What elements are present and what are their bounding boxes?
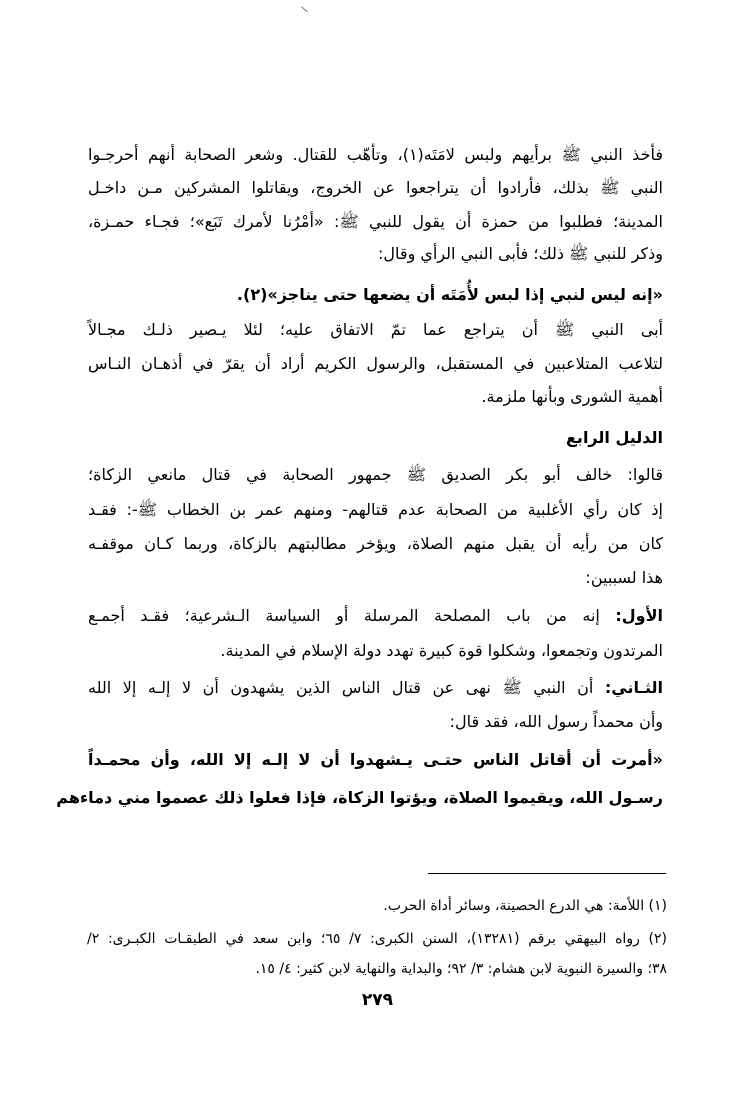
section-heading: الدليل الرابع — [566, 428, 663, 447]
hadith-line: رسـول الله، ويقيموا الصلاة، ويؤتوا الزكاة، فإذا فعلوا ذلك عصموا مني دماءهم — [56, 788, 663, 807]
footnote-2-continued: ٣٨؛ والسيرة النبوية لابن هشام: ٣/ ٩٢؛ والبداية والنهاية لابن كثير: ٤/ ١٥. — [255, 961, 667, 977]
footnote-separator — [428, 873, 666, 874]
body-line: كان من رأيه أن يقبل منهم الصلاة، ويؤخر مطالبتهم بالزكاة، وربما كـان موقفـه — [88, 534, 663, 553]
body-line: أبى النبي ﷺ أن يتراجع عما تمّ الاتفاق عليه؛ لئلا يـصير ذلـك مجـالاً — [88, 320, 663, 339]
body-line: وأن محمداً رسول الله، فقد قال: — [449, 712, 663, 731]
body-line: قالوا: خالف أبو بكر الصديق ﷺ جمهور الصحابة في قتال مانعي الزكاة؛ — [88, 465, 663, 484]
second-reason-label: الثـاني: — [604, 678, 663, 697]
first-reason-label: الأول: — [615, 606, 664, 625]
scan-mark — [296, 6, 308, 18]
body-line: فأخذ النبي ﷺ برأيهم ولبس لامَتَه(١)، وتأهّب للقتال. وشعر الصحابة أنهم أحرجـوا — [88, 145, 663, 164]
hadith-line: «أمرت أن أقاتل الناس حتـى يـشهدوا أن لا إلـه إلا الله، وأن محمـداً — [88, 750, 663, 769]
footnote-1: (١) اللأمة: هي الدرع الحصينة، وسائر أداة الحرب. — [383, 898, 667, 914]
first-reason-text: إنه من باب المصلحة المرسلة أو السياسة الـشرعية؛ فقـد أجمـع — [88, 606, 600, 625]
body-line: وذكر للنبي ﷺ ذلك؛ فأبى النبي الرأي وقال: — [378, 244, 663, 263]
body-line: المرتدون وتجمعوا، وشكلوا قوة كبيرة تهدد دولة الإسلام في المدينة. — [220, 641, 663, 660]
first-reason-line — [88, 606, 663, 626]
second-reason-line — [88, 678, 663, 698]
second-reason-text: أن النبي ﷺ نهى عن قتال الناس الذين يشهدون أن لا إلـه إلا الله — [88, 678, 594, 697]
body-line: المدينة؛ فطلبوا من حمزة أن يقول للنبي ﷺ: «أمْرُنا لأمرك تَبَع»؛ فجـاء حمـزة، — [88, 212, 663, 231]
quoted-hadith-line: «إنه ليس لنبي إذا لبس لأُمَتَه أن يضعها حتى يناجز»(٢). — [236, 285, 663, 304]
page-number: ٢٧٩ — [361, 990, 394, 1010]
body-line: أهمية الشورى وبأنها ملزمة. — [481, 387, 663, 406]
body-line: إذ كان رأي الأغلبية من الصحابة عدم قتالهم- ومنهم عمر بن الخطاب ﷺ-: فقـد — [88, 500, 663, 519]
body-line: لتلاعب المتلاعبين في المستقبل، والرسول الكريم أراد أن يقرّ في أذهـان النـاس — [88, 354, 663, 373]
footnote-2: (٢) رواه البيهقي برقم (١٣٢٨١)، السنن الكبرى: ٧/ ٦٥؛ وابن سعد في الطبقـات الكبـرى: ٢/ — [87, 931, 668, 947]
body-line: هذا لسببين: — [585, 568, 663, 587]
body-line: النبي ﷺ بذلك، فأرادوا أن يتراجعوا عن الخروج، ويقاتلوا المشركين مـن داخـل — [88, 178, 663, 197]
